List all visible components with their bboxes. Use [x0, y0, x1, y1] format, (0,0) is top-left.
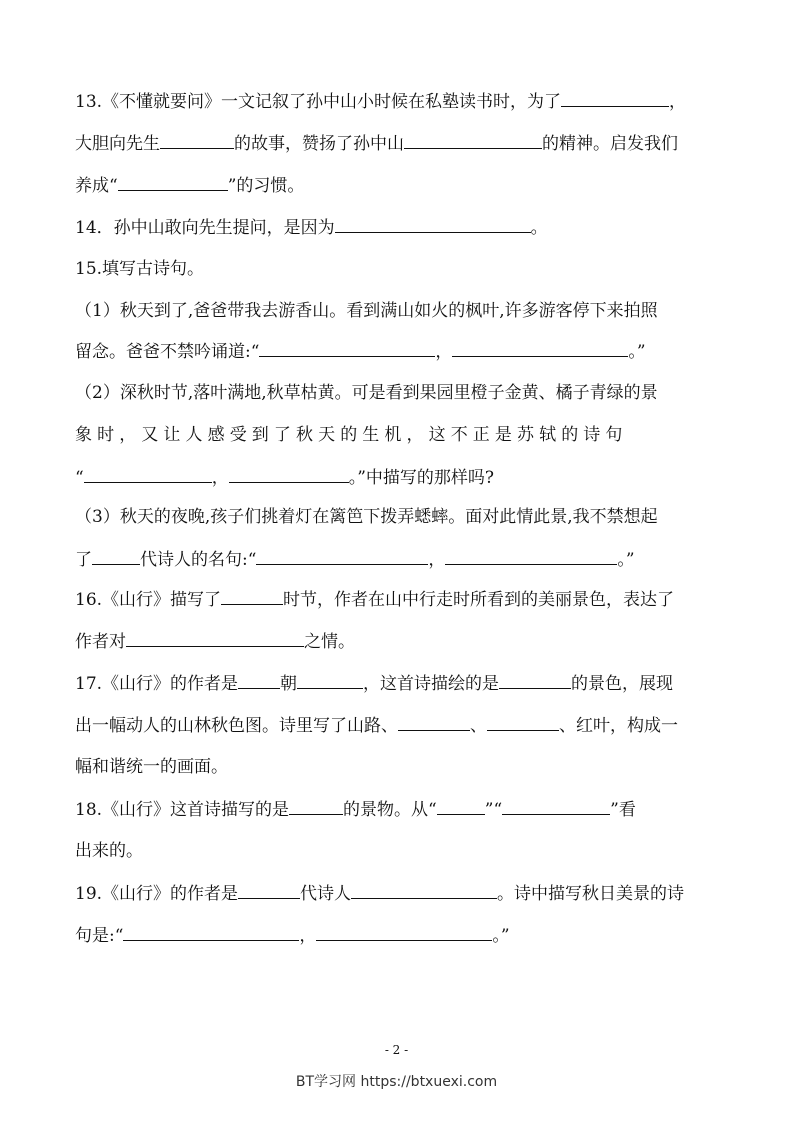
- q14-line: 14．孙中山敢向先生提问，是因为 。: [75, 214, 721, 241]
- answer-blank[interactable]: [229, 464, 349, 483]
- answer-blank[interactable]: [351, 880, 497, 899]
- q15-p1-line1: （1）秋天到了,爸爸带我去游香山。看到满山如火的枫叶,许多游客停下来拍照: [75, 301, 658, 321]
- q19-line1: 19.《山行》的作者是 代诗人 。诗中描写秋日美景的诗: [75, 880, 721, 907]
- q15-p1-line2: 留念。爸爸不禁吟诵道:“ ， 。”: [75, 338, 721, 365]
- answer-blank[interactable]: [126, 628, 304, 647]
- answer-blank[interactable]: [561, 88, 669, 107]
- q13-line3: 养成“ ”的习惯。: [75, 172, 721, 199]
- answer-blank[interactable]: [84, 464, 212, 483]
- q18-line1: 18.《山行》这首诗描写的是 的景物。从“ ”“ ”看: [75, 796, 721, 823]
- answer-blank[interactable]: [160, 130, 234, 149]
- answer-blank[interactable]: [398, 712, 470, 731]
- q13-line2: 大胆向先生 的故事，赞扬了孙中山 的精神。启发我们: [75, 130, 721, 157]
- q13-line1: 13.《不懂就要问》一文记叙了孙中山小时候在私塾读书时，为了 ，: [75, 88, 721, 115]
- answer-blank[interactable]: [92, 546, 140, 565]
- page-number: - 2 -: [384, 1043, 409, 1057]
- answer-blank[interactable]: [445, 546, 617, 565]
- q15-p2-line2: 象时，又让人感受到了秋天的生机，这不正是苏轼的诗句: [75, 425, 628, 445]
- q16-line1: 16.《山行》描写了 时节，作者在山中行走时所看到的美丽景色，表达了: [75, 586, 721, 613]
- q15-p2-line3: “ ， 。”中描写的那样吗?: [75, 464, 721, 491]
- answer-blank[interactable]: [238, 670, 280, 689]
- answer-blank[interactable]: [335, 214, 531, 233]
- answer-blank[interactable]: [404, 130, 542, 149]
- answer-blank[interactable]: [256, 546, 428, 565]
- q16-line2: 作者对 之情。: [75, 628, 721, 655]
- answer-blank[interactable]: [452, 338, 628, 357]
- q18-line2: 出来的。: [75, 841, 143, 861]
- answer-blank[interactable]: [487, 712, 559, 731]
- answer-blank[interactable]: [316, 922, 492, 941]
- answer-blank[interactable]: [289, 796, 343, 815]
- answer-blank[interactable]: [437, 796, 485, 815]
- answer-blank[interactable]: [118, 172, 228, 191]
- footer-watermark: BT学习网 https://btxuexi.com: [295, 1074, 498, 1090]
- q17-line1: 17.《山行》的作者是 朝 ，这首诗描绘的是 的景色，展现: [75, 670, 721, 697]
- q17-line2: 出一幅动人的山林秋色图。诗里写了山路、 、 、红叶，构成一: [75, 712, 721, 739]
- q19-line2: 句是:“ ， 。”: [75, 922, 721, 949]
- answer-blank[interactable]: [499, 670, 571, 689]
- answer-blank[interactable]: [221, 586, 283, 605]
- q15-p2-line1: （2）深秋时节,落叶满地,秋草枯黄。可是看到果园里橙子金黄、橘子青绿的景: [75, 383, 658, 403]
- q17-line3: 幅和谐统一的画面。: [75, 757, 228, 777]
- q15-p3-line1: （3）秋天的夜晚,孩子们挑着灯在篱笆下拨弄蟋蟀。面对此情此景,我不禁想起: [75, 507, 658, 527]
- q15-title: 15.填写古诗句。: [75, 259, 205, 279]
- answer-blank[interactable]: [502, 796, 610, 815]
- answer-blank[interactable]: [123, 922, 299, 941]
- q15-p3-line2: 了 代诗人的名句:“ ， 。”: [75, 546, 721, 573]
- answer-blank[interactable]: [238, 880, 300, 899]
- answer-blank[interactable]: [259, 338, 435, 357]
- answer-blank[interactable]: [297, 670, 363, 689]
